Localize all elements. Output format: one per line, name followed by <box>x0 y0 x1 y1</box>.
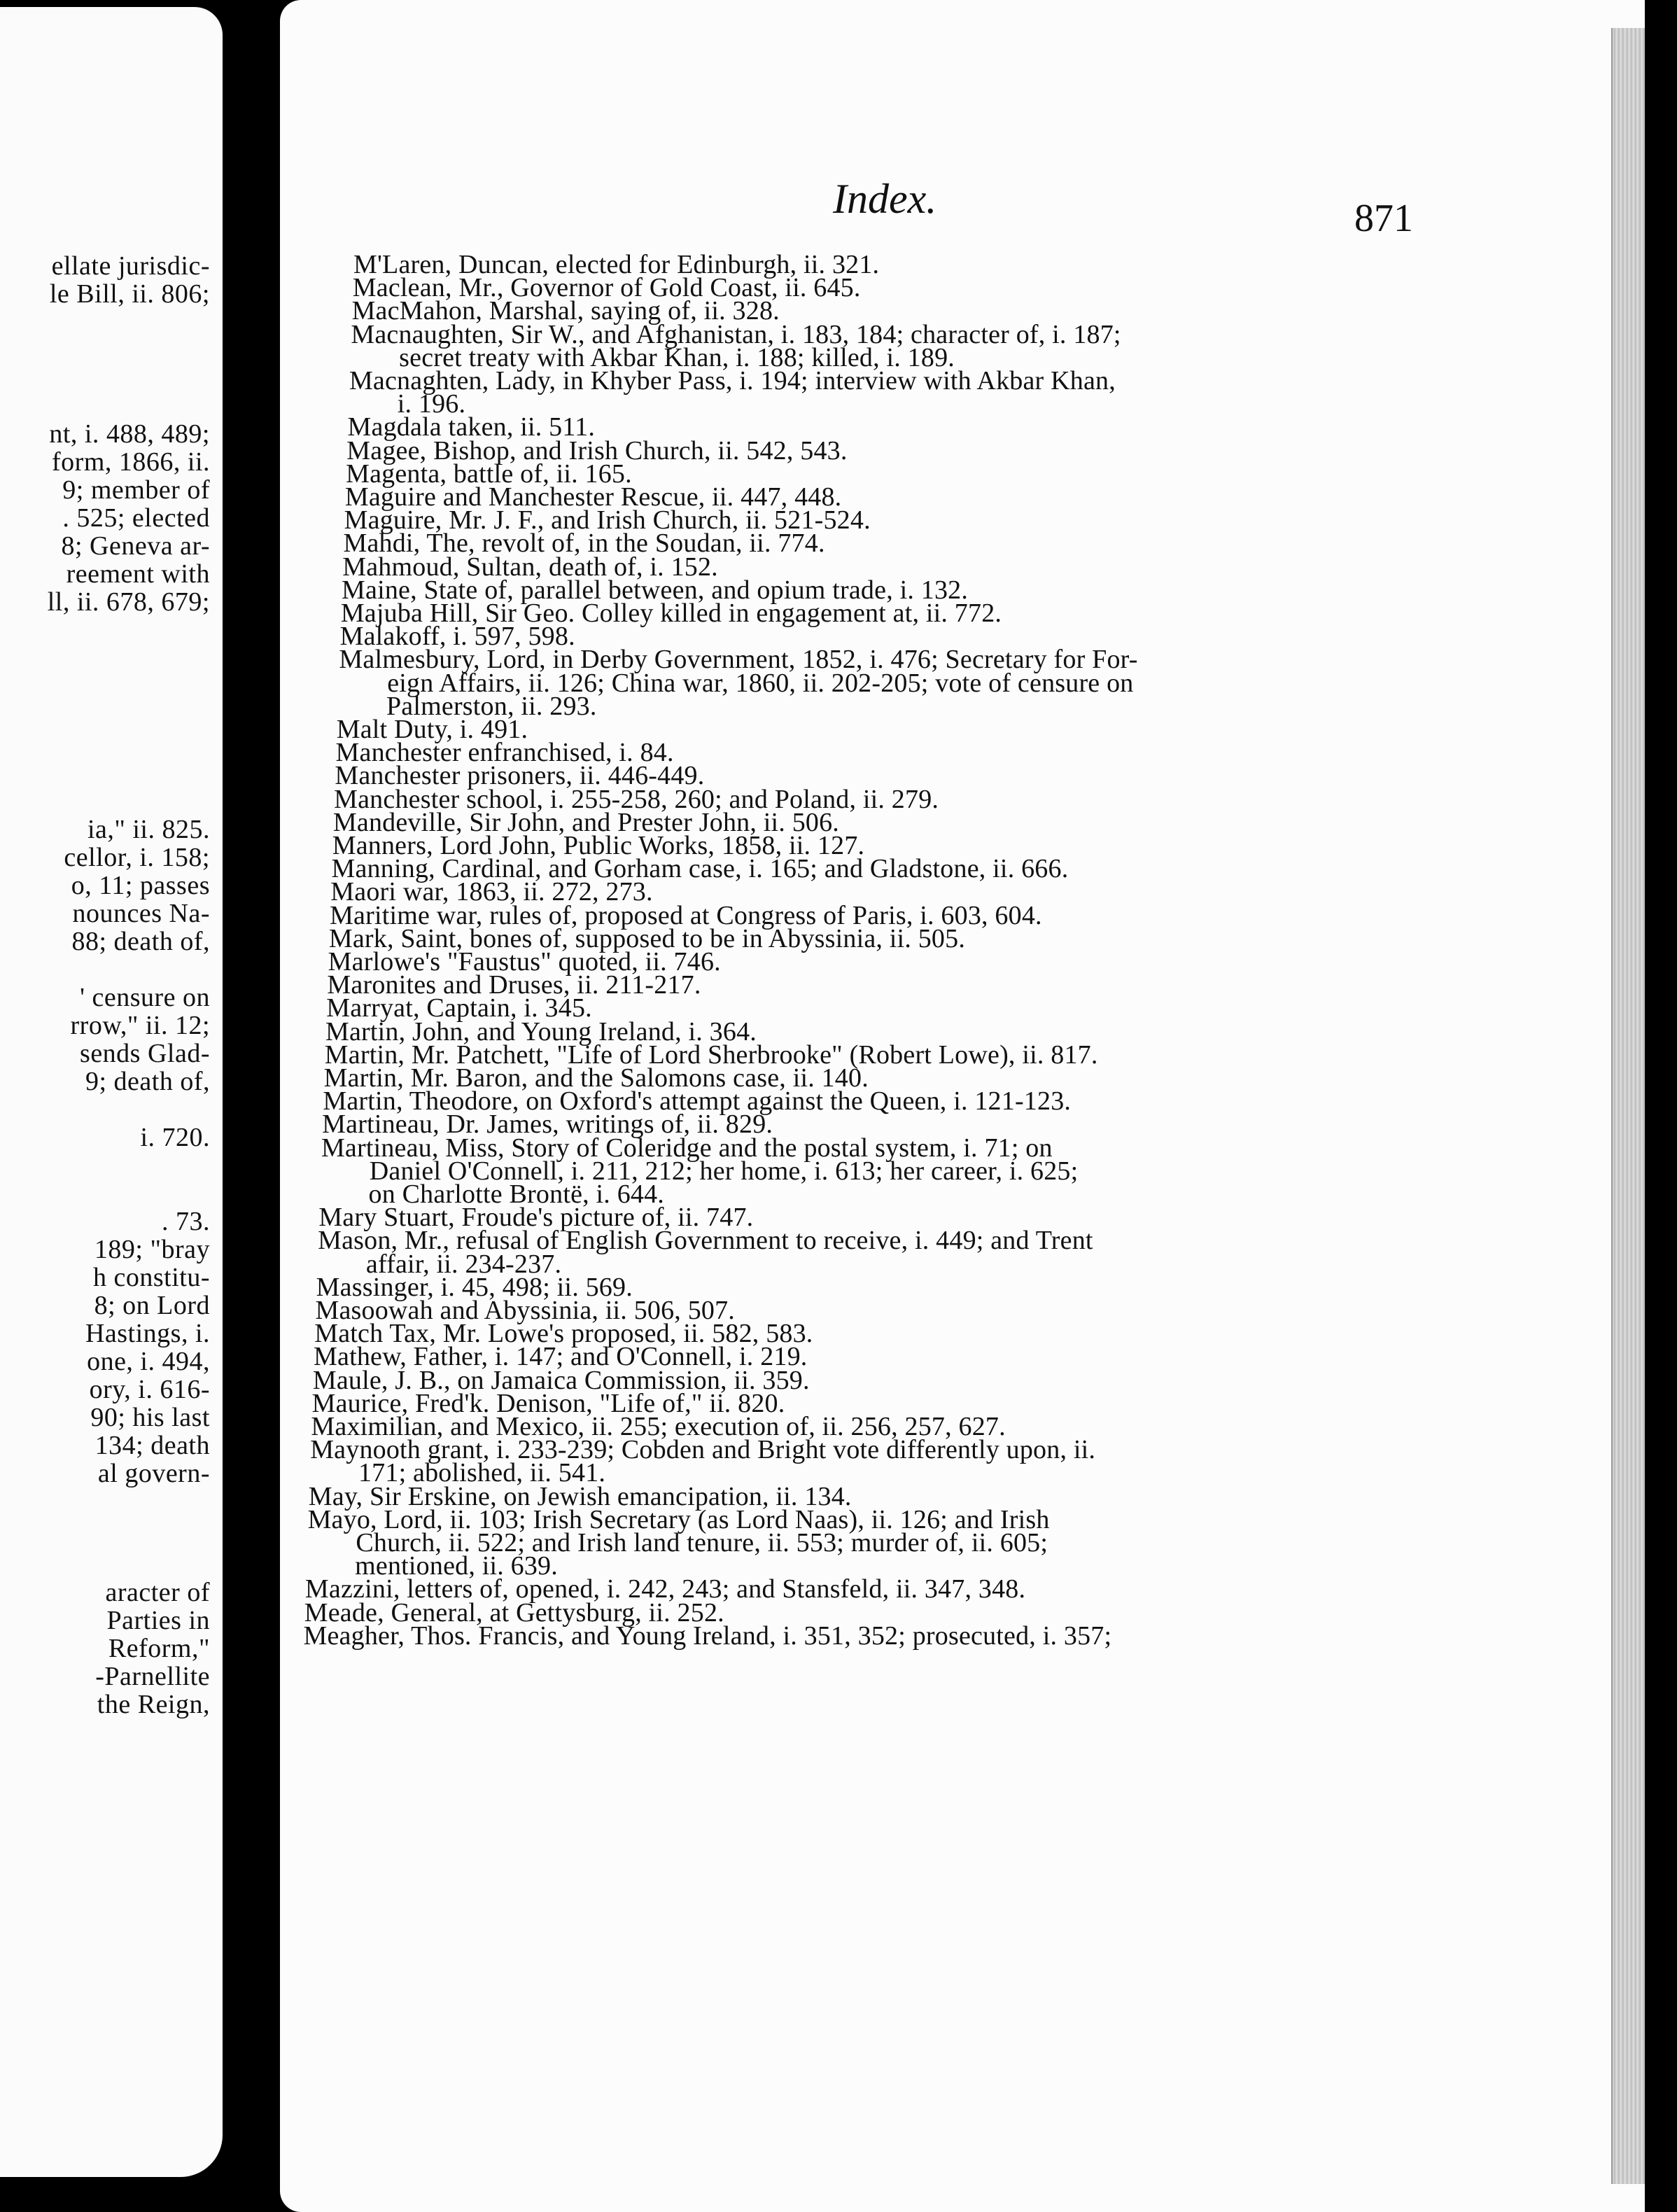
index-entry-continuation-line: Church, ii. 522; and Irish land tenure, ii. 553; murder of, ii. 605; <box>356 1528 1048 1558</box>
previous-page-text-fragment: 8; Geneva ar- <box>61 531 210 561</box>
previous-page-text-fragment: Hastings, i. <box>85 1319 210 1348</box>
index-entry-heading-line: Malakoff, i. 597, 598. <box>339 622 575 652</box>
index-entry-heading-line: Mahmoud, Sultan, death of, i. 152. <box>342 552 718 582</box>
page-number: 871 <box>1354 197 1413 240</box>
previous-page-text-fragment: ia," ii. 825. <box>87 815 210 844</box>
previous-page-text-fragment: aracter of <box>105 1578 210 1607</box>
previous-page-text-fragment: ' censure on <box>80 983 210 1012</box>
index-entry-heading-line: Manchester prisoners, ii. 446-449. <box>335 761 705 791</box>
index-entry-continuation-line: mentioned, ii. 639. <box>355 1551 558 1581</box>
previous-page-text-fragment: cellor, i. 158; <box>64 843 210 872</box>
index-entry-heading-line: Martin, Mr. Patchett, "Life of Lord Sherbrooke" (Robert Lowe), ii. 817. <box>324 1040 1098 1070</box>
index-entry-heading-line: Magdala taken, ii. 511. <box>347 412 596 442</box>
index-entry-heading-line: Majuba Hill, Sir Geo. Colley killed in engagement at, ii. 772. <box>340 598 1002 628</box>
index-page <box>280 0 1645 2212</box>
index-entry-heading-line: Macnaghten, Lady, in Khyber Pass, i. 194; interview with Akbar Khan, <box>349 366 1116 396</box>
previous-page-text-fragment: 134; death <box>94 1431 210 1460</box>
index-entry-heading-line: Maguire, Mr. J. F., and Irish Church, ii. 521-524. <box>344 505 871 536</box>
index-entry-heading-line: Mark, Saint, bones of, supposed to be in Abyssinia, ii. 505. <box>328 923 966 953</box>
previous-page-text-fragment: 9; death of, <box>85 1067 210 1096</box>
index-entry-heading-line: Match Tax, Mr. Lowe's proposed, ii. 582, 583. <box>314 1319 813 1349</box>
index-entry-heading-line: Macnaughten, Sir W., and Afghanistan, i. 183, 184; character of, i. 187; <box>351 319 1121 349</box>
index-entry-continuation-line: Daniel O'Connell, i. 211, 212; her home, i. 613; her career, i. 625; <box>369 1156 1079 1186</box>
previous-page-text-fragment: Reform," <box>108 1634 210 1663</box>
index-entry-heading-line: Manchester school, i. 255-258, 260; and Poland, ii. 279. <box>334 784 939 814</box>
previous-page-text-fragment: le Bill, ii. 806; <box>49 279 210 309</box>
index-entry-heading-line: Manning, Cardinal, and Gorham case, i. 165; and Gladstone, ii. 666. <box>331 854 1069 884</box>
index-entry-heading-line: Masoowah and Abyssinia, ii. 506, 507. <box>315 1296 736 1325</box>
index-entry-heading-line: Mazzini, letters of, opened, i. 242, 243; and Stansfeld, ii. 347, 348. <box>304 1574 1026 1604</box>
previous-page-text-fragment: 90; his last <box>90 1403 210 1432</box>
index-entry-heading-line: Mason, Mr., refusal of English Government to receive, i. 449; and Trent <box>318 1226 1093 1256</box>
index-entry-heading-line: Mahdi, The, revolt of, in the Soudan, ii. 774. <box>343 528 825 559</box>
previous-page-text-fragment: form, 1866, ii. <box>52 447 210 477</box>
index-entry-continuation-line: 171; abolished, ii. 541. <box>358 1458 606 1488</box>
index-entry-heading-line: Malmesbury, Lord, in Derby Government, 1852, i. 476; Secretary for For- <box>339 645 1138 675</box>
index-entry-heading-line: Marryat, Captain, i. 345. <box>326 993 592 1023</box>
index-entry-heading-line: Magenta, battle of, ii. 165. <box>346 458 632 489</box>
index-entry-heading-line: Maine, State of, parallel between, and opium trade, i. 132. <box>342 575 969 605</box>
previous-page-edge <box>0 7 223 2177</box>
previous-page-text-fragment: the Reign, <box>97 1690 210 1719</box>
index-entry-heading-line: Maclean, Mr., Governor of Gold Coast, ii. 645. <box>352 273 861 303</box>
index-entry-heading-line: Marlowe's "Faustus" quoted, ii. 746. <box>328 947 721 976</box>
index-entry-heading-line: Maguire and Manchester Rescue, ii. 447, 448. <box>344 482 842 512</box>
index-entry-heading-line: Martin, John, and Young Ireland, i. 364. <box>325 1016 757 1046</box>
index-entry-heading-line: Manchester enfranchised, i. 84. <box>335 738 674 768</box>
book-gutter <box>223 7 279 2191</box>
previous-page-text-fragment: . 73. <box>162 1207 210 1236</box>
index-entry-heading-line: Maule, J. B., on Jamaica Commission, ii. 359. <box>312 1365 810 1395</box>
index-entry-heading-line: Manners, Lord John, Public Works, 1858, ii. 127. <box>332 831 865 860</box>
index-entry-heading-line: Maronites and Druses, ii. 211-217. <box>327 970 701 1000</box>
index-entry-heading-line: Massinger, i. 45, 498; ii. 569. <box>316 1272 633 1302</box>
index-entry-heading-line: Maurice, Fred'k. Denison, "Life of," ii. 820. <box>311 1388 785 1418</box>
index-entry-continuation-line: secret treaty with Akbar Khan, i. 188; killed, i. 189. <box>399 342 955 372</box>
running-title: Index. <box>833 176 937 222</box>
index-entry-heading-line: M'Laren, Duncan, elected for Edinburgh, ii. 321. <box>353 250 880 279</box>
index-entry-heading-line: Martineau, Miss, Story of Coleridge and the postal system, i. 71; on <box>321 1133 1053 1163</box>
previous-page-text-fragment: . 525; elected <box>62 503 210 533</box>
previous-page-text-fragment: ll, ii. 678, 679; <box>47 587 210 617</box>
index-entry-heading-line: Mathew, Father, i. 147; and O'Connell, i. 219. <box>314 1342 808 1372</box>
index-entry-heading-line: Martin, Mr. Baron, and the Salomons case, ii. 140. <box>323 1063 869 1093</box>
index-entry-heading-line: Meade, General, at Gettysburg, ii. 252. <box>304 1597 724 1628</box>
index-entry-continuation-line: i. 196. <box>397 389 466 419</box>
previous-page-text-fragment: 9; member of <box>62 475 210 505</box>
previous-page-text-fragment: reement with <box>66 559 210 589</box>
index-entry-heading-line: Maximilian, and Mexico, ii. 255; execution of, ii. 256, 257, 627. <box>311 1412 1006 1441</box>
previous-page-text-fragment: 189; "bray <box>94 1235 210 1264</box>
previous-page-text-fragment: i. 720. <box>140 1123 210 1152</box>
index-entry-heading-line: MacMahon, Marshal, saying of, ii. 328. <box>351 296 780 326</box>
index-entry-continuation-line: eign Affairs, ii. 126; China war, 1860, ii. 202-205; vote of censure on <box>387 668 1134 698</box>
previous-page-text-fragment: rrow," ii. 12; <box>70 1011 210 1040</box>
index-entry-heading-line: Mandeville, Sir John, and Prester John, ii. 506. <box>332 807 839 837</box>
previous-page-text-fragment: 8; on Lord <box>94 1291 210 1320</box>
previous-page-text-fragment: one, i. 494, <box>87 1347 210 1376</box>
previous-page-text-fragment: ory, i. 616- <box>89 1375 210 1404</box>
index-entry-heading-line: Maynooth grant, i. 233-239; Cobden and Bright vote differently upon, ii. <box>310 1435 1096 1465</box>
previous-page-text-fragment: h constitu- <box>93 1263 210 1292</box>
index-entry-heading-line: Maori war, 1863, ii. 272, 273. <box>330 877 653 907</box>
previous-page-text-fragment: o, 11; passes <box>71 871 210 900</box>
previous-page-text-fragment: sends Glad- <box>80 1039 210 1068</box>
index-entry-heading-line: Martineau, Dr. James, writings of, ii. 829. <box>322 1110 773 1140</box>
index-entry-continuation-line: Palmerston, ii. 293. <box>386 691 597 721</box>
index-entry-heading-line: Martin, Theodore, on Oxford's attempt against the Queen, i. 121-123. <box>323 1086 1072 1116</box>
index-entry-heading-line: Magee, Bishop, and Irish Church, ii. 542, 543. <box>346 435 848 465</box>
page-stack-edge <box>1611 28 1645 2184</box>
index-entry-heading-line: Mayo, Lord, ii. 103; Irish Secretary (as Lord Naas), ii. 126; and Irish <box>307 1504 1050 1534</box>
index-entry-heading-line: Meagher, Thos. Francis, and Young Ireland, i. 351, 352; prosecuted, i. 357; <box>303 1620 1112 1651</box>
index-entry-heading-line: Maritime war, rules of, proposed at Congress of Paris, i. 603, 604. <box>330 900 1042 930</box>
previous-page-text-fragment: 88; death of, <box>71 927 210 956</box>
index-entry-continuation-line: affair, ii. 234-237. <box>365 1249 562 1279</box>
index-entry-heading-line: Malt Duty, i. 491. <box>336 715 528 744</box>
previous-page-text-fragment: nounces Na- <box>72 899 210 928</box>
previous-page-text-fragment: Parties in <box>106 1606 210 1635</box>
previous-page-text-fragment: al govern- <box>97 1459 210 1488</box>
previous-page-text-fragment: -Parnellite <box>95 1662 210 1691</box>
index-entry-heading-line: May, Sir Erskine, on Jewish emancipation, ii. 134. <box>308 1481 852 1511</box>
previous-page-text-fragment: ellate jurisdic- <box>51 251 210 281</box>
index-entry-heading-line: Mary Stuart, Froude's picture of, ii. 747. <box>318 1203 754 1233</box>
previous-page-text-fragment: nt, i. 488, 489; <box>49 419 210 449</box>
index-entry-continuation-line: on Charlotte Brontë, i. 644. <box>368 1180 665 1209</box>
